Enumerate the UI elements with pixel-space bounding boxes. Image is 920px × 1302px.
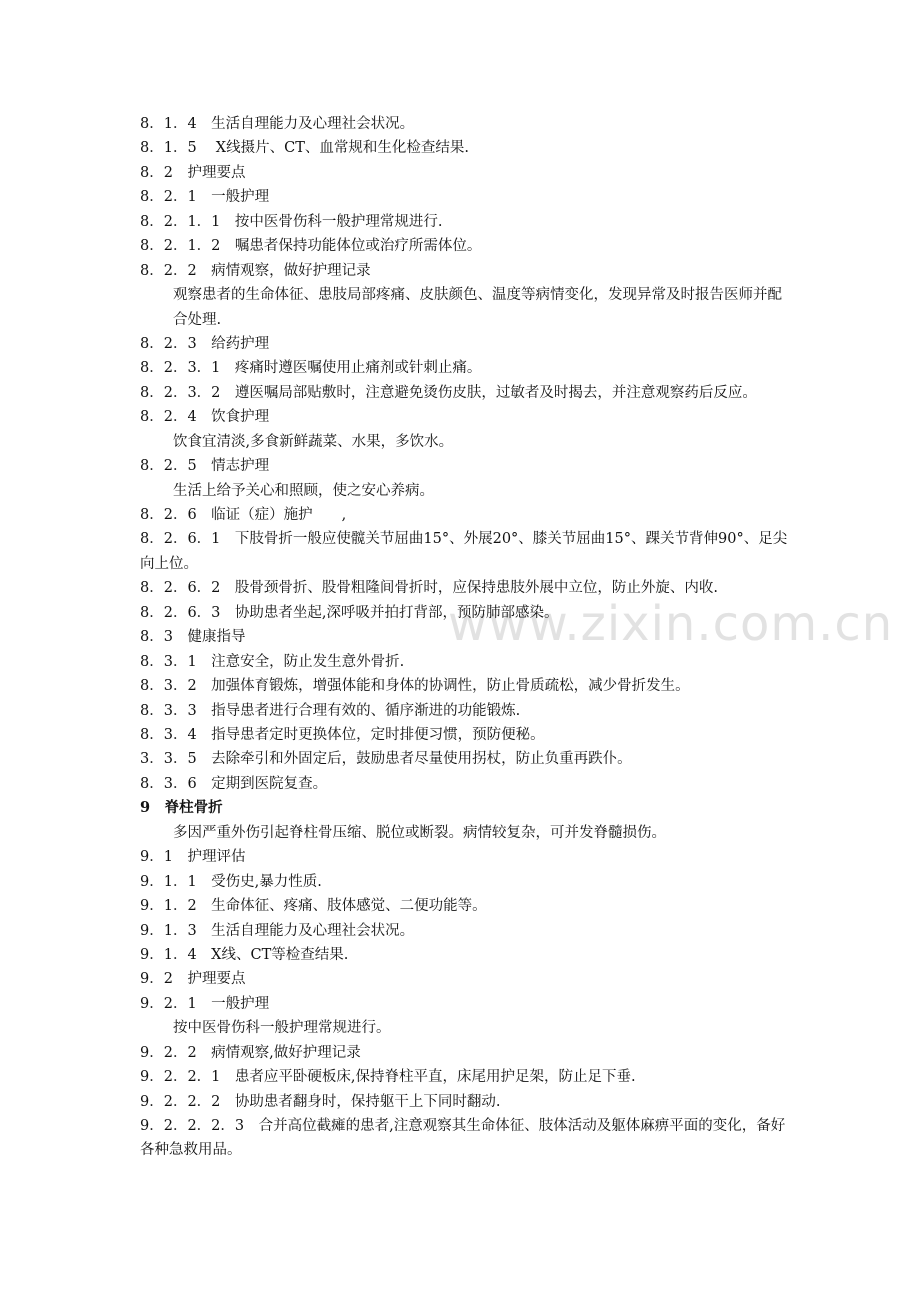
document-page xyxy=(140,112,795,1163)
section-heading: 8．2 护理要点 xyxy=(140,164,246,181)
paragraph-line: 8．2．3 给药护理 xyxy=(140,335,270,352)
body-paragraph: 8．2．6．1 下肢骨折一般应使髋关节屈曲15°、外展20°、膝关节屈曲15°、踝关节背伸90°、足尖向上位。 xyxy=(140,531,788,572)
paragraph-line: 8．2．2 病情观察，做好护理记录 xyxy=(140,262,371,279)
paragraph-line: 9．2．2 病情观察,做好护理记录 xyxy=(140,1044,361,1061)
paragraph-line: 8．3．3 指导患者进行合理有效的、循序渐进的功能锻炼. xyxy=(140,702,521,719)
paragraph-line: 8．3．1 注意安全，防止发生意外骨折. xyxy=(140,653,405,670)
paragraph-line: 8．1．4 生活自理能力及心理社会状况。 xyxy=(140,116,415,132)
paragraph-line: 9．2．2．2 协助患者翻身时，保持躯干上下同时翻动. xyxy=(140,1093,501,1110)
body-paragraph: 按中医骨伤科一般护理常规进行。 xyxy=(173,1020,391,1037)
paragraph-line: 8．1．5 X线摄片、CT、血常规和生化检查结果. xyxy=(140,140,469,157)
paragraph-line: 9．2．1 一般护理 xyxy=(140,995,270,1012)
body-paragraph: 多因严重外伤引起脊柱骨压缩、脱位或断裂。病情较复杂，可并发脊髓损伤。 xyxy=(173,824,666,841)
body-paragraph: 观察患者的生命体征、患肢局部疼痛、皮肤颜色、温度等病情变化，发现异常及时报告医师并配合处理. xyxy=(173,287,782,328)
section-heading: 9．2 护理要点 xyxy=(140,971,246,988)
body-paragraph: 8．2．3．2 遵医嘱局部贴敷时，注意避免烫伤皮肤，过敏者及时揭去，并注意观察药后反应。 xyxy=(140,384,757,401)
chapter-heading: 9 脊柱骨折 xyxy=(140,799,223,817)
paragraph-line: 8．2．1 一般护理 xyxy=(140,189,270,206)
section-heading: 9．1 护理评估 xyxy=(140,849,246,866)
paragraph-line: 8．2．3．1 疼痛时遵医嘱使用止痛剂或针刺止痛。 xyxy=(140,360,482,377)
paragraph-line: 8．2．1．1 按中医骨伤科一般护理常规进行. xyxy=(140,213,443,230)
paragraph-line: 9．1．1 受伤史,暴力性质. xyxy=(140,873,322,890)
body-paragraph: 生活上给予关心和照顾，使之安心养病。 xyxy=(173,482,434,499)
paragraph-line: 3．3．5 去除牵引和外固定后，鼓励患者尽量使用拐杖，防止负重再跌仆。 xyxy=(140,751,632,768)
paragraph-line: 8．3．4 指导患者定时更换体位，定时排便习惯，预防便秘。 xyxy=(140,727,545,744)
paragraph-line: 8．2．1．2 嘱患者保持功能体位或治疗所需体位。 xyxy=(140,238,482,255)
paragraph-line: 9．1．2 生命体征、疼痛、肢体感觉、二便功能等。 xyxy=(140,898,487,915)
paragraph-line: 8．3．2 加强体育锻炼，增强体能和身体的协调性，防止骨质疏松，减少骨折发生。 xyxy=(140,678,690,695)
body-paragraph: 饮食宜清淡,多食新鲜蔬菜、水果，多饮水。 xyxy=(173,433,454,450)
paragraph-line: 9．2．2．1 患者应平卧硬板床,保持脊柱平直，床尾用护足架，防止足下垂. xyxy=(140,1069,636,1086)
paragraph-line: 9．1．3 生活自理能力及心理社会状况。 xyxy=(140,922,415,939)
paragraph-line: 8．2．5 情志护理 xyxy=(140,458,270,475)
watermark: www.zixin.com.cn xyxy=(448,596,894,652)
paragraph-line: 8．2．4 饮食护理 xyxy=(140,409,270,426)
section-heading: 8．3 健康指导 xyxy=(140,629,246,646)
paragraph-line: 8．2．6．3 协助患者坐起,深呼吸并拍打背部，预防肺部感染。 xyxy=(140,604,559,621)
paragraph-line: 8．3．6 定期到医院复查。 xyxy=(140,775,328,792)
paragraph-line: 8．2．6 临证（症）施护 , xyxy=(140,507,347,524)
body-paragraph: 9．2．2．2．3 合并高位截瘫的患者,注意观察其生命体征、肢体活动及躯体麻痹平面的变化，备好各种急救用品。 xyxy=(140,1118,786,1159)
paragraph-line: 9．1．4 X线、CT等检查结果. xyxy=(140,946,349,963)
paragraph-line: 8．2．6．2 股骨颈骨折、股骨粗隆间骨折时，应保持患肢外展中立位，防止外旋、内收. xyxy=(140,580,719,597)
